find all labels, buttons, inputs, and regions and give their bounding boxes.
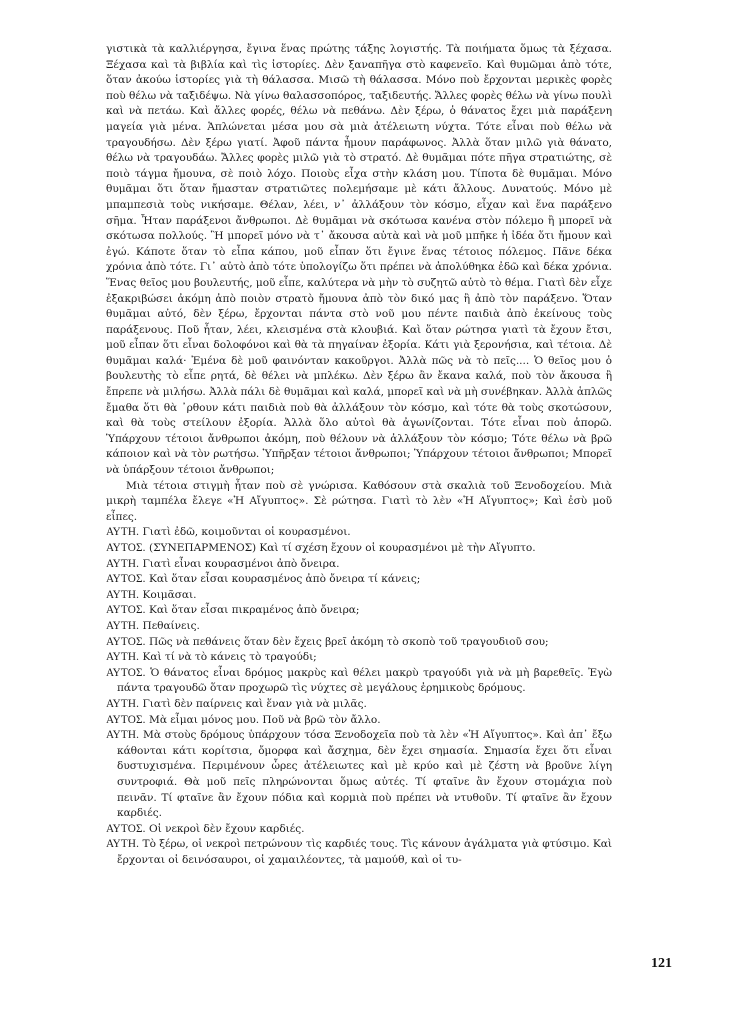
- dialogue-text: Μὰ εἶμαι μόνος μου. Ποῦ νὰ βρῶ τὸν ἄλλο.: [149, 713, 381, 726]
- dialogue-line: [106, 713, 612, 729]
- speaker-label: ΑΥΤΟΣ.: [106, 542, 146, 554]
- speaker-label: ΑΥΤΗ.: [106, 557, 140, 570]
- dialogue-text: Γιατὶ ἐδῶ, κοιμοῦνται οἱ κουρασμένοι.: [142, 526, 351, 539]
- dialogue-text: Πῶς νὰ πεθάνεις ὅταν δὲν ἔχεις βρεῖ ἀκόμη τὸ σκοπὸ τοῦ τραγουδιοῦ σου;: [149, 635, 549, 648]
- dialogue-line: [106, 525, 612, 541]
- dialogue-line: [106, 572, 612, 588]
- page-body: [106, 42, 612, 868]
- speaker-label: ΑΥΤΗ.: [106, 619, 140, 632]
- dialogue-text: Καὶ ὅταν εἶσαι πικραμένος ἀπὸ ὄνειρα;: [149, 604, 360, 617]
- dialogue-line: [106, 619, 612, 635]
- speaker-label: ΑΥΤΟΣ.: [106, 635, 146, 648]
- dialogue-text: Οἱ νεκροὶ δὲν ἔχουν καρδιές.: [149, 822, 305, 835]
- dialogue-text: Καὶ ὅταν εἶσαι κουρασμένος ἀπὸ ὄνειρα τί κάνεις;: [149, 573, 421, 586]
- dialogue-text: Κοιμᾶσαι.: [142, 588, 197, 601]
- dialogue-text: Μὰ στοὺς δρόμους ὑπάρχουν τόσα Ξενοδοχεῖα ποὺ τὰ λὲν «Ἡ Αἴγυπτος». Καὶ ἀπ᾽ ἔξω κάθονται κάτι κορίτσια, ὄμορφα καὶ ἄσχημα, δὲν ἔχει σημασία. Σημασία ἔχει ὅτι εἶναι δυστυχισμένα. Περιμένουν ὧρες ἀτέλειωτες καὶ μὲ κρύο καὶ μὲ ζέστη νὰ βροῦνε λίγη συντροφιά. Θὰ μοῦ πεῖς πληρώνονται ὅμως αὐτές. Τί φταῖνε ἂν ἔχουν στομάχια ποὺ πεινᾶν. Τί φταῖνε ἂν ἔχουν πόδια καὶ κορμιὰ ποὺ πρέπει νὰ ντυθοῦν. Τί φταῖνε ἂν ἔχουν καρδιές.: [117, 729, 612, 820]
- dialogue-line: [106, 650, 612, 666]
- dialogue-line: [106, 822, 612, 838]
- dialogue-text: Καὶ τί νὰ τὸ κάνεις τὸ τραγούδι;: [142, 651, 317, 664]
- monologue-paragraph: γιστικὰ τὰ καλλιέργησα, ἔγινα ἕνας πρώτης τάξης λογιστής. Τὰ ποιήματα ὅμως τὰ ξέχασα. Ξέχασα καὶ τὰ βιβλία καὶ τὶς ἱστορίες. Δὲν ξαναπῆγα στὸ καφενεῖο. Καὶ θυμῶμαι ἀπὸ τότε, ὅταν ἀκούω ἱστορίες γιὰ τὴ θάλασσα. Μισῶ τὴ θάλασσα. Μόνο ποὺ ἔρχονται μερικὲς φορὲς ποὺ θέλω νὰ ταξιδέψω. Νὰ γίνω θαλασσοπόρος, ταξιδευτής. Ἄλλες φορὲς θέλω νὰ γίνω πουλὶ καὶ νὰ πετάω. Καὶ ἄλλες φορές, θέλω νὰ πεθάνω. Δὲν ξέρω, ὁ θάνατος ἔχει μιὰ παράξενη μαγεία γιὰ μένα. Ἁπλώνεται μέσα μου σὰ μιὰ ἀτέλειωτη νύχτα. Τότε εἶναι ποὺ θέλω νὰ τραγουδήσω. Δὲν ξέρω γιατί. Ἀφοῦ πάντα ἦμουν παράφωνος. Ἀλλὰ ὅταν μιλῶ γιὰ θάνατο, θέλω νὰ τραγουδάω. Ἄλλες φορὲς μιλῶ γιὰ τὸ στρατό. Δὲ θυμᾶμαι πότε πῆγα στρατιώτης, σὲ ποιὸ τάγμα ἤμουνα, σὲ ποιὸ λόχο. Ποιοὺς εἶχα στὴν κλάση μου. Τίποτα δὲ θυμᾶμαι. Μόνο θυμᾶμαι ὅτι ὅταν ἤμασταν στρατιῶτες πολεμήσαμε μὲ κάτι ἄλλους. Δυνατούς. Μόνο μὲ μπαμπεσιὰ τοὺς νικήσαμε. Θέλαν, λέει, ν᾽ ἀλλάξουν τὸν κόσμο, εἶχαν καὶ ἕνα παράξενο σῆμα. Ἦταν παράξενοι ἄνθρωποι. Δὲ θυμᾶμαι νὰ σκότωσα κανένα στὸν πόλεμο ἢ μπορεῖ νὰ σκότωσα πολλούς. Ἢ μπορεῖ μόνο νὰ τ᾽ ἄκουσα αὐτὰ καὶ νὰ μοῦ μπῆκε ἡ ἰδέα ὅτι ἤμουν καὶ ἐγώ. Κάποτε ὅταν τὸ εἶπα κάπου, μοῦ εἶπαν ὅτι ἔγινε ἕνας τέτοιος πόλεμος. Πᾶνε δέκα χρόνια ἀπὸ τότε. Γι᾽ αὐτὸ ἀπὸ τότε ὑπολογίζω ὅτι πρέπει νὰ ἀπολύθηκα ἐδῶ καὶ δέκα χρόνια. Ἕνας θεῖος μου βουλευτής, μοῦ εἶπε, καλύτερα νὰ μὴν τὸ συζητῶ αὐτὸ τὸ θέμα. Γιατὶ δὲν εἶχε ἐξακριβώσει ἀκόμη ἀπὸ ποιὸν στρατὸ ἤμουνα ἀπὸ τὸν δικό μας ἢ ἀπὸ τὸν παράξενο. Ὅταν θυμᾶμαι αὐτό, δὲν ξέρω, ἔρχονται πάντα στὸ νοῦ μου πέντε παιδιὰ ἀπὸ ἐκείνους τοὺς παράξενους. Ποῦ ἦταν, λέει, κλεισμένα στὰ κλουβιά. Καὶ ὅταν ρώτησα γιατὶ τὰ ἔχουν ἔτσι, μοῦ εἶπαν ὅτι εἶναι δολοφόνοι καὶ θὰ τὰ πηγαίναν ἐξορία. Κάτι γιὰ ξερονήσια, καὶ τέτοια. Δὲ θυμᾶμαι καλά· Ἐμένα δὲ μοῦ φαινόνταν κακοῦργοι. Ἀλλὰ πῶς νὰ τὸ πεῖς.... Ὁ θεῖος μου ὁ βουλευτὴς τὸ εἶπε ρητά, δὲ θέλει νὰ μπλέκω. Δὲν ξέρω ἂν ἔκανα καλά, ποὺ τὸν ἄκουσα ἢ ἔπρεπε νὰ μιλήσω. Ἀλλὰ πάλι δὲ θυμᾶμαι καὶ καλά, μπορεῖ καὶ νὰ μὴ συνέβηκαν. Ἀλλὰ ἁπλῶς ἔμαθα ὅτι θὰ ᾽ρθουν κάτι παιδιὰ ποὺ θὰ ἀλλάξουν τὸν κόσμο, καὶ τότε θὰ τοὺς σκοτώσουν, καὶ θὰ τοὺς στείλουν ἐξορία. Ἀλλὰ ὅλο αὐτοὶ θὰ ἀγωνίζονται. Τότε εἶναι ποὺ ἀπορῶ. Ὑπάρχουν τέτοιοι ἄνθρωποι ἀκόμη, ποὺ θέλουν νὰ ἀλλάξουν τὸν κόσμο; Τότε θέλω νὰ βρῶ κάποιον καὶ νὰ τὸν ρωτήσω. Ὑπῆρξαν τέτοιοι ἄνθρωποι; Ὑπάρχουν τέτοιοι ἄνθρωποι; Μπορεῖ νὰ ὑπάρξουν τέτοιοι ἄνθρωποι;: [106, 43, 612, 477]
- speaker-label: ΑΥΤΗ.: [106, 651, 140, 664]
- dialogue-text: Ὁ θάνατος εἶναι δρόμος μακρὺς καὶ θέλει μακρὺ τραγούδι γιὰ νὰ μὴ βαρεθεῖς. Ἐγὼ πάντα τραγουδῶ ὅταν προχωρῶ τὶς νύχτες σὲ μεγάλους ἐρημικοὺς δρόμους.: [117, 666, 612, 695]
- speaker-label: ΑΥΤΗ.: [106, 588, 140, 601]
- dialogue-text: Τὸ ξέρω, οἱ νεκροὶ πετρώνουν τὶς καρδιές τους. Τὶς κάνουν ἀγάλματα γιὰ φτύσιμο. Καὶ ἔρχονται οἱ δεινόσαυροι, οἱ χαμαιλέοντες, τὰ μαμούθ, καὶ οἱ τυ-: [117, 838, 612, 866]
- dialogue-line: [106, 666, 612, 697]
- dialogue-line: [106, 728, 612, 822]
- dialogue-line: [106, 588, 612, 604]
- speaker-label: ΑΥΤΗ.: [106, 526, 140, 539]
- dialogue-text: (ΣΥΝΕΠΑΡΜΕΝΟΣ) Καὶ τί σχέση ἔχουν οἱ κουρασμένοι μὲ τὴν Αἴγυπτο.: [149, 542, 536, 554]
- speaker-label: ΑΥΤΟΣ.: [106, 822, 146, 835]
- dialogue-line: [106, 837, 612, 868]
- speaker-label: ΑΥΤΗ.: [106, 838, 140, 851]
- speaker-label: ΑΥΤΟΣ.: [106, 573, 146, 586]
- dialogue-text: Πεθαίνεις.: [142, 619, 200, 632]
- speaker-label: ΑΥΤΟΣ.: [106, 713, 146, 726]
- speaker-label: ΑΥΤΟΣ.: [106, 604, 146, 617]
- monologue-paragraph: Μιὰ τέτοια στιγμὴ ἦταν ποὺ σὲ γνώρισα. Καθόσουν στὰ σκαλιὰ τοῦ Ξενοδοχείου. Μιὰ μικρὴ ταμπέλα ἔλεγε «Ἡ Αἴγυπτος». Σὲ ρώτησα. Γιατὶ τὸ λὲν «Ἡ Αἴγυπτος»; Καὶ ἐσὺ μοῦ εἶπες.: [106, 479, 612, 523]
- speaker-label: ΑΥΤΗ.: [106, 697, 140, 710]
- dialogue-line: [106, 541, 612, 557]
- speaker-label: ΑΥΤΗ.: [106, 729, 140, 742]
- dialogue-text: Γιατὶ δὲν παίρνεις καὶ ἕναν γιὰ νὰ μιλᾶς.: [142, 697, 367, 710]
- speaker-label: ΑΥΤΟΣ.: [106, 666, 146, 679]
- dialogue-line: [106, 697, 612, 713]
- dialogue-line: [106, 603, 612, 619]
- dialogue-line: [106, 557, 612, 573]
- page-number: 121: [651, 956, 672, 971]
- dialogue-line: [106, 635, 612, 651]
- dialogue-text: Γιατὶ εἶναι κουρασμένοι ἀπὸ ὄνειρα.: [142, 557, 340, 570]
